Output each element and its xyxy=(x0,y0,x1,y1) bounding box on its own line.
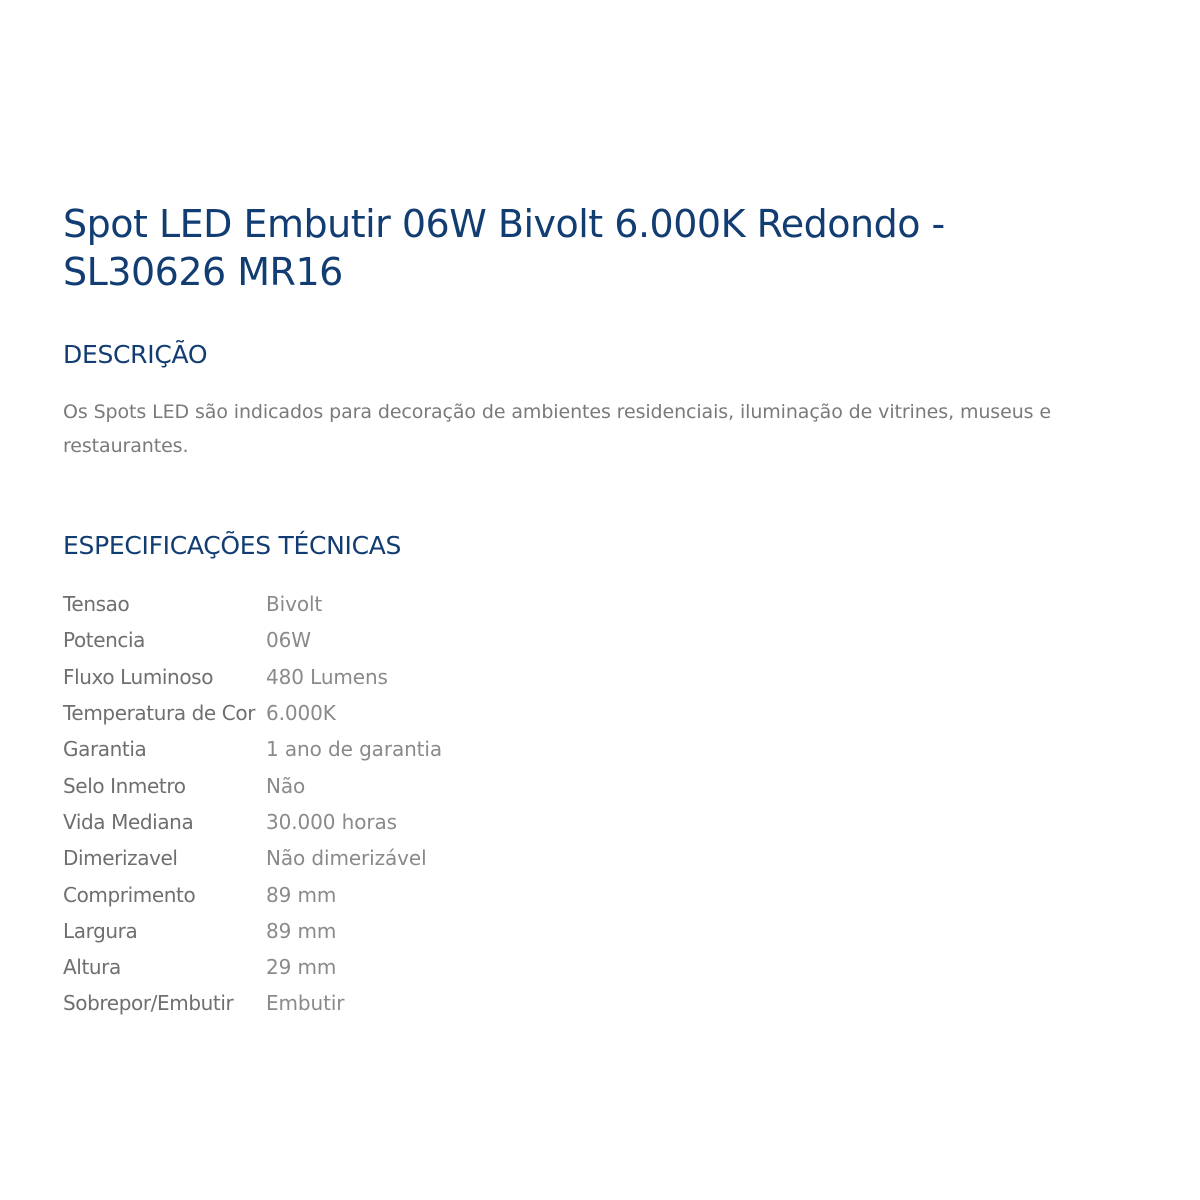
spec-value: 30.000 horas xyxy=(266,809,397,834)
spec-row-potencia xyxy=(63,622,442,658)
spec-value: 29 mm xyxy=(266,955,337,980)
spec-label: Selo Inmetro xyxy=(63,773,186,798)
spec-label: Sobrepor/Embutir xyxy=(63,991,234,1016)
spec-row-comprimento xyxy=(63,876,442,912)
specifications-table xyxy=(63,586,442,1022)
product-title xyxy=(63,200,1143,296)
spec-row-temperatura-de-cor xyxy=(63,695,442,731)
spec-value: Embutir xyxy=(266,991,345,1016)
spec-row-dimerizavel xyxy=(63,840,442,876)
spec-value: 1 ano de garantia xyxy=(266,737,443,762)
spec-row-vida-mediana xyxy=(63,804,442,840)
spec-row-largura xyxy=(63,913,442,949)
spec-value: Não dimerizável xyxy=(266,846,427,871)
spec-label: Fluxo Luminoso xyxy=(63,664,214,689)
spec-row-tensao xyxy=(63,586,442,622)
spec-value: 6.000K xyxy=(266,701,336,726)
spec-label: Dimerizavel xyxy=(63,846,178,871)
spec-label: Potencia xyxy=(63,628,146,653)
spec-value: 06W xyxy=(266,628,311,653)
spec-row-sobrepor-embutir xyxy=(63,985,442,1021)
spec-label: Altura xyxy=(63,955,121,980)
spec-row-altura xyxy=(63,949,442,985)
spec-row-garantia xyxy=(63,731,442,767)
product-content xyxy=(63,200,1143,1022)
spec-value: Não xyxy=(266,773,306,798)
spec-label: Temperatura de Cor xyxy=(63,701,256,726)
description-text: Os Spots LED são indicados para decoração de ambientes residenciais, iluminação de vitrines, museus e restaurantes. xyxy=(63,401,1051,457)
spec-value: 480 Lumens xyxy=(266,664,388,689)
spec-value: 89 mm xyxy=(266,918,337,943)
product-title-line-1: Spot LED Embutir 06W Bivolt 6.000K Redondo - xyxy=(63,202,945,246)
spec-row-fluxo-luminoso xyxy=(63,659,442,695)
spec-value: 89 mm xyxy=(266,882,337,907)
spec-label: Tensao xyxy=(63,592,130,617)
spec-label: Comprimento xyxy=(63,882,196,907)
specifications-heading: ESPECIFICAÇÕES TÉCNICAS xyxy=(63,531,402,560)
spec-label: Vida Mediana xyxy=(63,809,194,834)
spec-row-selo-inmetro xyxy=(63,767,442,803)
product-title-line-2: SL30626 MR16 xyxy=(63,250,343,294)
spec-value: Bivolt xyxy=(266,592,323,617)
description-heading: DESCRIÇÃO xyxy=(63,340,208,369)
spec-label: Garantia xyxy=(63,737,147,762)
spec-label: Largura xyxy=(63,918,138,943)
